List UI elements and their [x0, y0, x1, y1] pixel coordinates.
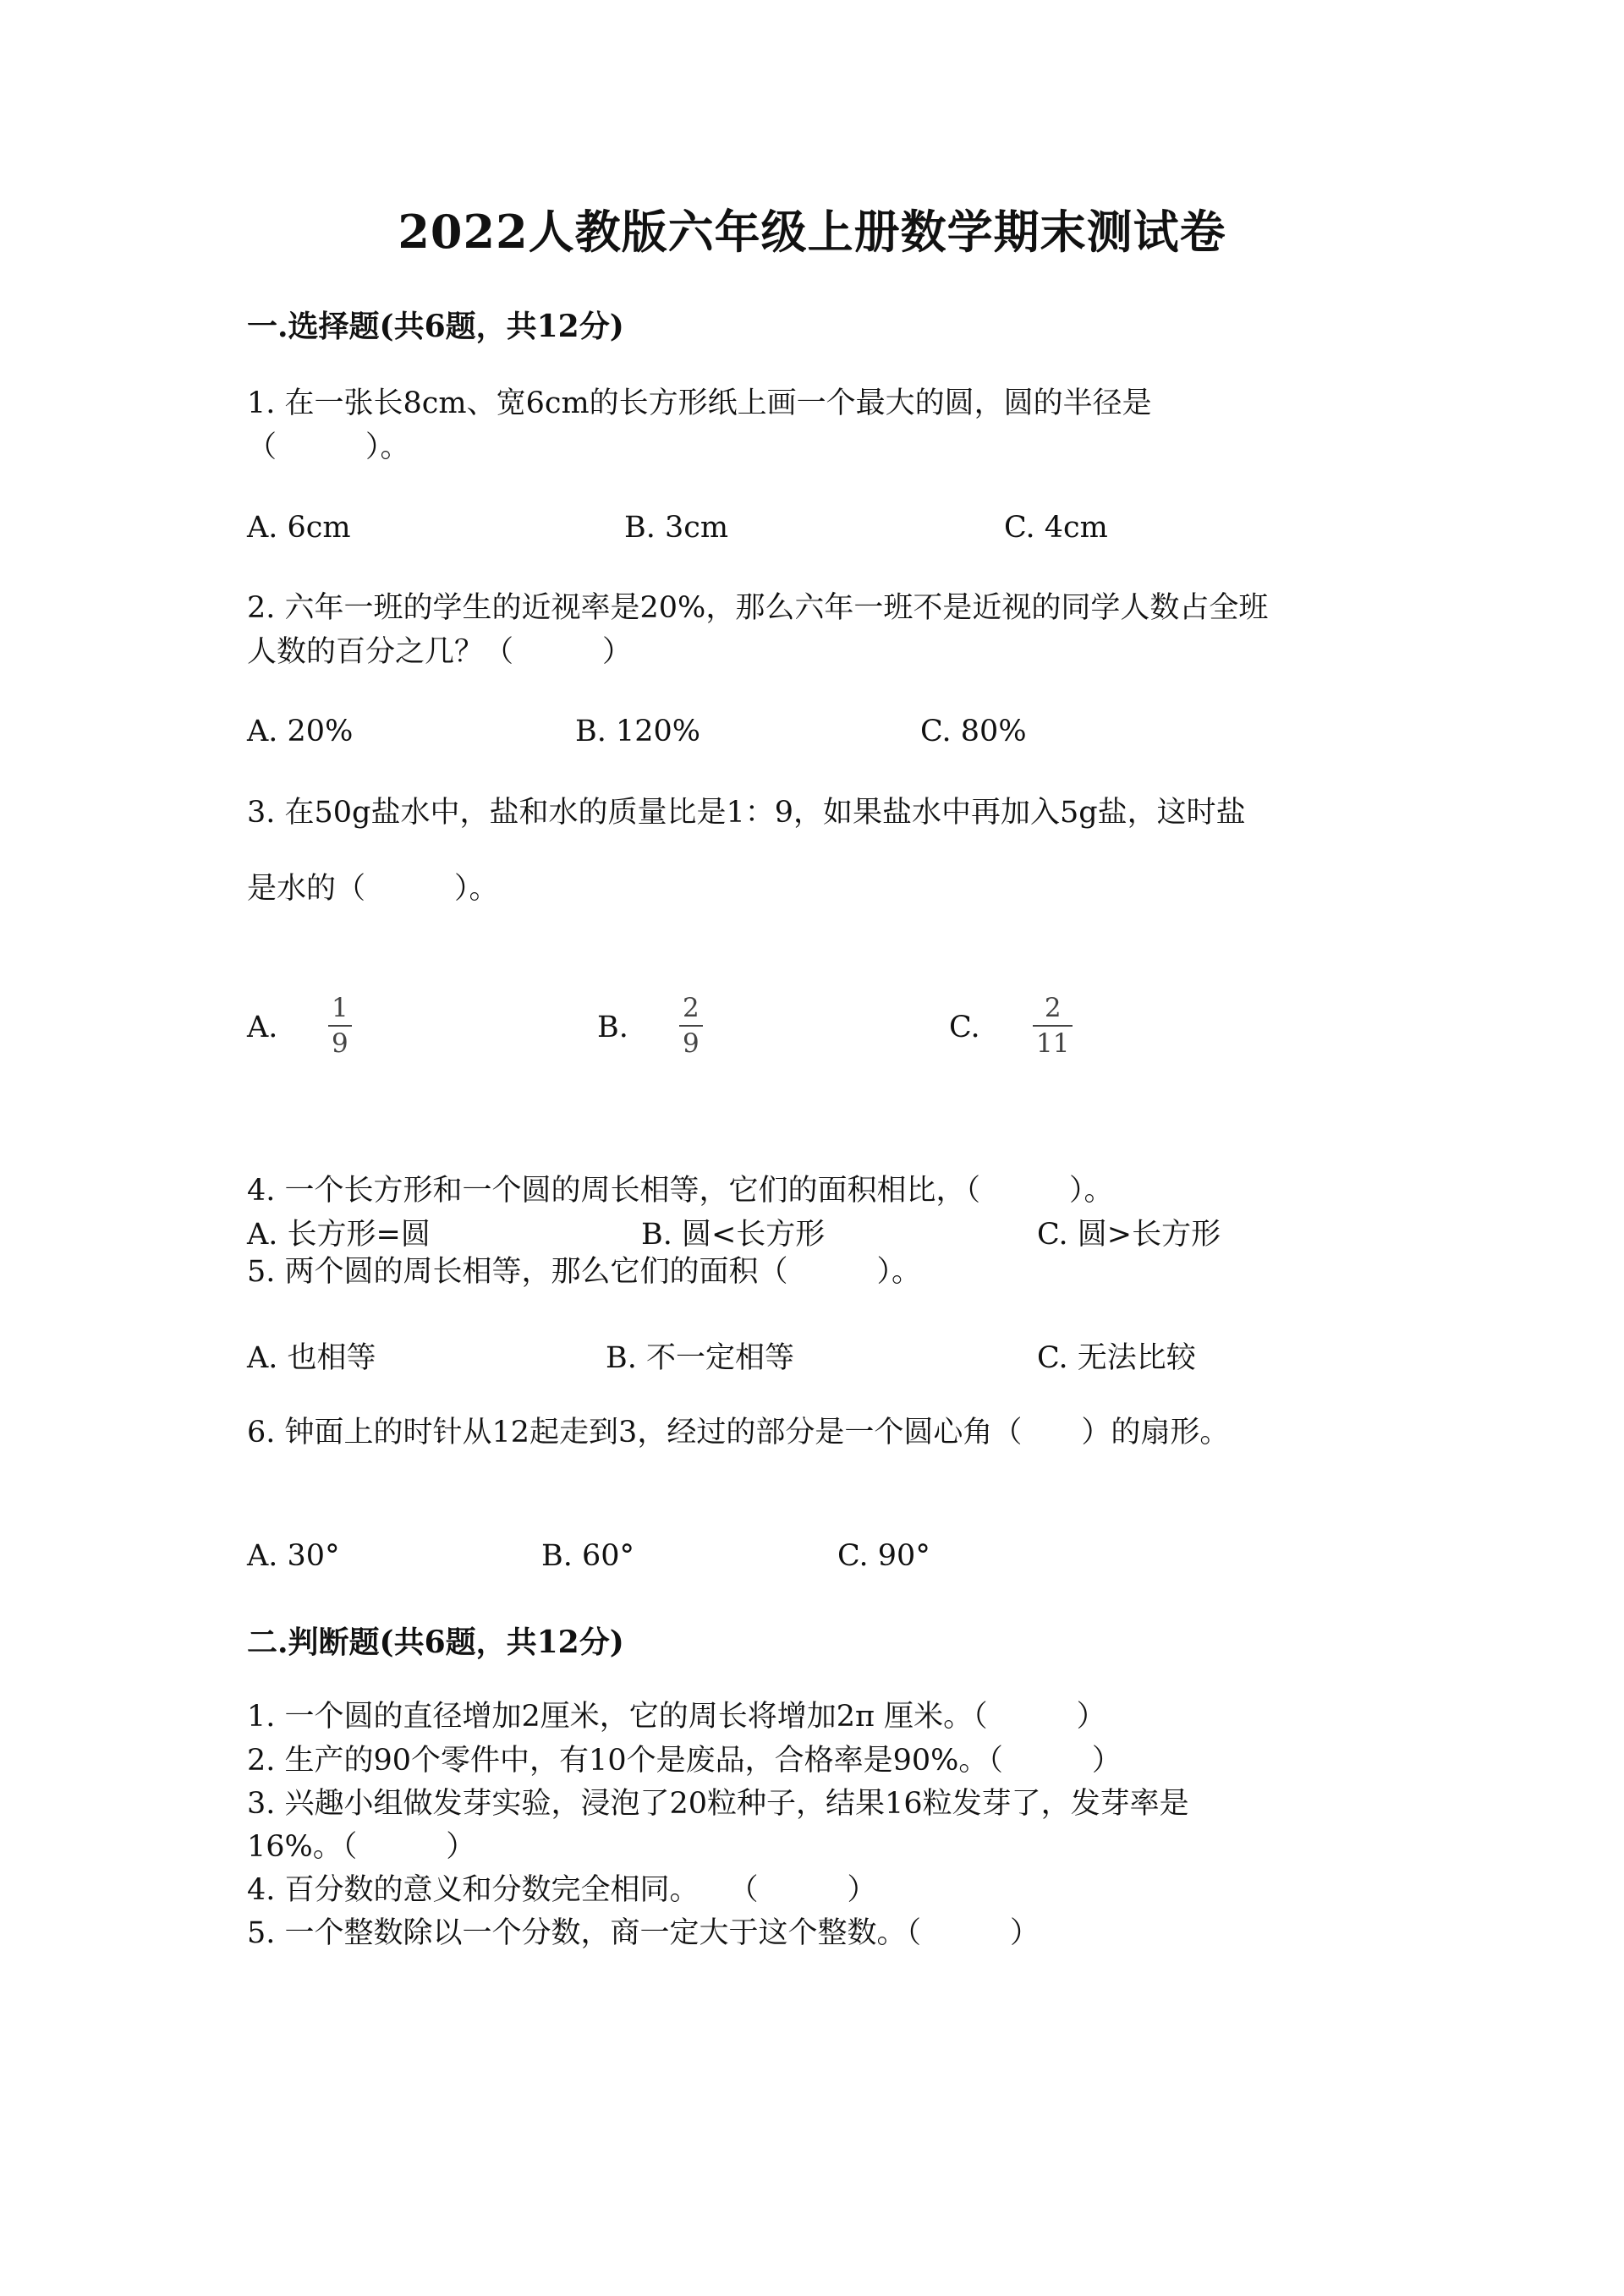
fraction-denominator: 9 [332, 1028, 348, 1059]
section-heading-choice: 一.选择题(共6题，共12分) [247, 309, 624, 344]
question-1-line-2: （ ）。 [247, 430, 410, 464]
question-2-line-2: 人数的百分之几？（ ） [247, 635, 633, 669]
fraction-numerator: 2 [1044, 993, 1062, 1023]
judge-item-2: 2. 生产的90个零件中，有10个是废品，合格率是90%。（ ） [247, 1744, 1122, 1778]
question-3-option-b-fraction [679, 993, 703, 1059]
judge-item-1: 1. 一个圆的直径增加2厘米，它的周长将增加2π 厘米。（ ） [247, 1700, 1106, 1734]
question-3-option-a-fraction [328, 993, 352, 1059]
question-3-option-a-label: A. [247, 1011, 278, 1044]
fraction-numerator: 2 [683, 993, 700, 1023]
fraction-numerator: 1 [332, 993, 348, 1023]
question-2-option-b: B. 120% [575, 715, 701, 748]
question-5-line-1: 5. 两个圆的周长相等，那么它们的面积（ ）。 [247, 1255, 922, 1289]
question-5-option-b: B. 不一定相等 [606, 1341, 794, 1375]
question-1-option-c: C. 4cm [1004, 511, 1108, 545]
judge-item-5: 5. 一个整数除以一个分数，商一定大于这个整数。（ ） [247, 1916, 1040, 1950]
question-2-option-c: C. 80% [920, 715, 1027, 748]
question-2-line-1: 2. 六年一班的学生的近视率是20%，那么六年一班不是近视的同学人数占全班 [247, 591, 1269, 625]
question-3-option-c-label: C. [949, 1011, 980, 1044]
question-1-option-b: B. 3cm [624, 511, 729, 545]
judge-item-3-line-1: 3. 兴趣小组做发芽实验，浸泡了20粒种子，结果16粒发芽了，发芽率是 [247, 1787, 1189, 1821]
question-6-option-b: B. 60° [541, 1539, 635, 1573]
fraction-bar [679, 1025, 703, 1027]
question-4-option-b: B. 圆<长方形 [641, 1218, 826, 1252]
judge-item-4: 4. 百分数的意义和分数完全相同。 （ ） [247, 1873, 877, 1907]
fraction-denominator: 9 [683, 1028, 700, 1059]
judge-item-3-line-2: 16%。（ ） [247, 1830, 476, 1864]
question-3-line-2: 是水的（ ）。 [247, 872, 499, 906]
question-6-line-1: 6. 钟面上的时针从12起走到3，经过的部分是一个圆心角（ ）的扇形。 [247, 1416, 1230, 1449]
fraction-bar [328, 1025, 352, 1027]
fraction-bar [1033, 1025, 1073, 1027]
question-4-option-c: C. 圆>长方形 [1037, 1218, 1221, 1252]
question-4-option-a: A. 长方形=圆 [247, 1218, 431, 1252]
question-3-option-b-label: B. [597, 1011, 628, 1044]
question-1-option-a: A. 6cm [247, 511, 351, 545]
question-5-option-c: C. 无法比较 [1037, 1341, 1196, 1375]
section-heading-true-false: 二.判断题(共6题，共12分) [247, 1625, 624, 1660]
question-5-option-a: A. 也相等 [247, 1341, 376, 1375]
question-1-line-1: 1. 在一张长8cm、宽6cm的长方形纸上画一个最大的圆，圆的半径是 [247, 386, 1152, 420]
question-2-option-a: A. 20% [247, 715, 354, 748]
page-title: 2022人教版六年级上册数学期末测试卷 [398, 205, 1226, 259]
question-6-option-c: C. 90° [837, 1539, 930, 1573]
question-3-line-1: 3. 在50g盐水中，盐和水的质量比是1：9，如果盐水中再加入5g盐，这时盐 [247, 796, 1246, 830]
fraction-denominator: 11 [1036, 1028, 1070, 1059]
question-6-option-a: A. 30° [247, 1539, 340, 1573]
question-3-option-c-fraction [1033, 993, 1073, 1059]
question-4-line-1: 4. 一个长方形和一个圆的周长相等，它们的面积相比，（ ）。 [247, 1174, 1114, 1208]
